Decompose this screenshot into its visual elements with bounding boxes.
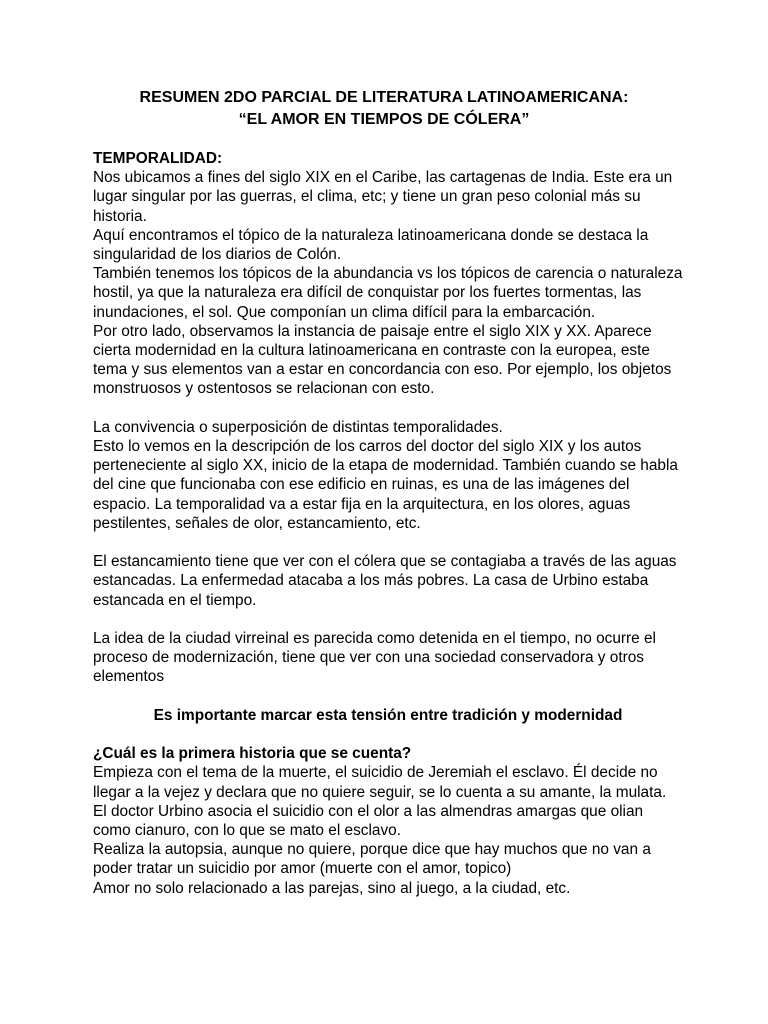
paragraph: El estancamiento tiene que ver con el cólera que se contagiaba a través de las aguas estancadas. La enfermedad atacaba a los más pobres. La casa de Urbino estaba estancada en el tiempo. [93, 553, 677, 609]
title-line-2: “EL AMOR EN TIEMPOS DE CÓLERA” [238, 111, 530, 128]
section-heading-temporalidad: TEMPORALIDAD: [93, 150, 223, 167]
paragraph: Empieza con el tema de la muerte, el suicidio de Jeremiah el esclavo. Él decide no llegar a la vejez y declara que no quiere seguir, se lo cuenta a su amante, la mulata. [93, 764, 667, 801]
paragraph: También tenemos los tópicos de la abundancia vs los tópicos de carencia o naturaleza hostil, ya que la naturaleza era difícil de conquistar por los fuertes tormentas, las inundaciones, el sol. Que componían un clima difícil para la embarcación. [93, 265, 683, 321]
paragraph: El doctor Urbino asocia el suicidio con el olor a las almendras amargas que olian como cianuro, con lo que se mato el esclavo. [93, 802, 644, 840]
section-heading-primera-historia: ¿Cuál es la primera historia que se cuenta? [93, 745, 412, 763]
paragraph: Esto lo vemos en la descripción de los carros del doctor del siglo XIX y los autos perteneciente al siglo XX, inicio de la etapa de modernidad. También cuando se habla del cine que funcionaba con ese edificio en ruinas, es una de las imágenes del espacio. La temporalidad va a estar fija en la arquitectura, en los olores, aguas pestilentes, señales de olor, estancamiento, etc. [93, 438, 678, 532]
paragraph: La convivencia o superposición de distintas temporalidades. [93, 418, 503, 436]
paragraph-spacer [93, 610, 683, 629]
paragraph-spacer [93, 687, 683, 706]
document-body [93, 149, 683, 898]
emphasis-statement: Es importante marcar esta tensión entre tradición y modernidad [153, 706, 623, 724]
paragraph: Realiza la autopsia, aunque no quiere, porque dice que hay muchos que no van a poder tratar un suicidio por amor (muerte con el amor, topico) [93, 841, 651, 878]
paragraph-spacer [93, 399, 683, 418]
paragraph: Nos ubicamos a fines del siglo XIX en el Caribe, las cartagenas de India. Este era un lugar singular por las guerras, el clima, etc; y tiene un gran peso colonial más su historia. [93, 169, 673, 225]
paragraph: Amor no solo relacionado a las parejas, sino al juego, a la ciudad, etc. [93, 879, 571, 897]
paragraph: Aquí encontramos el tópico de la naturaleza latinoamericana donde se destaca la singularidad de los diarios de Colón. [93, 226, 649, 264]
document-title [0, 87, 768, 131]
paragraph: La idea de la ciudad virreinal es parecida como detenida en el tiempo, no ocurre el proceso de modernización, tiene que ver con una sociedad conservadora y otros elementos [93, 630, 656, 686]
paragraph-spacer [93, 533, 683, 552]
title-line-1: RESUMEN 2DO PARCIAL DE LITERATURA LATINOAMERICANA: [139, 89, 629, 106]
paragraph: Por otro lado, observamos la instancia de paisaje entre el siglo XIX y XX. Aparece cierta modernidad en la cultura latinoamericana en contraste con la europea, este tema y sus elementos van a estar en concordancia con eso. Por ejemplo, los objetos monstruosos y ostentosos se relacionan con esto. [93, 322, 672, 398]
paragraph-spacer [93, 725, 683, 744]
